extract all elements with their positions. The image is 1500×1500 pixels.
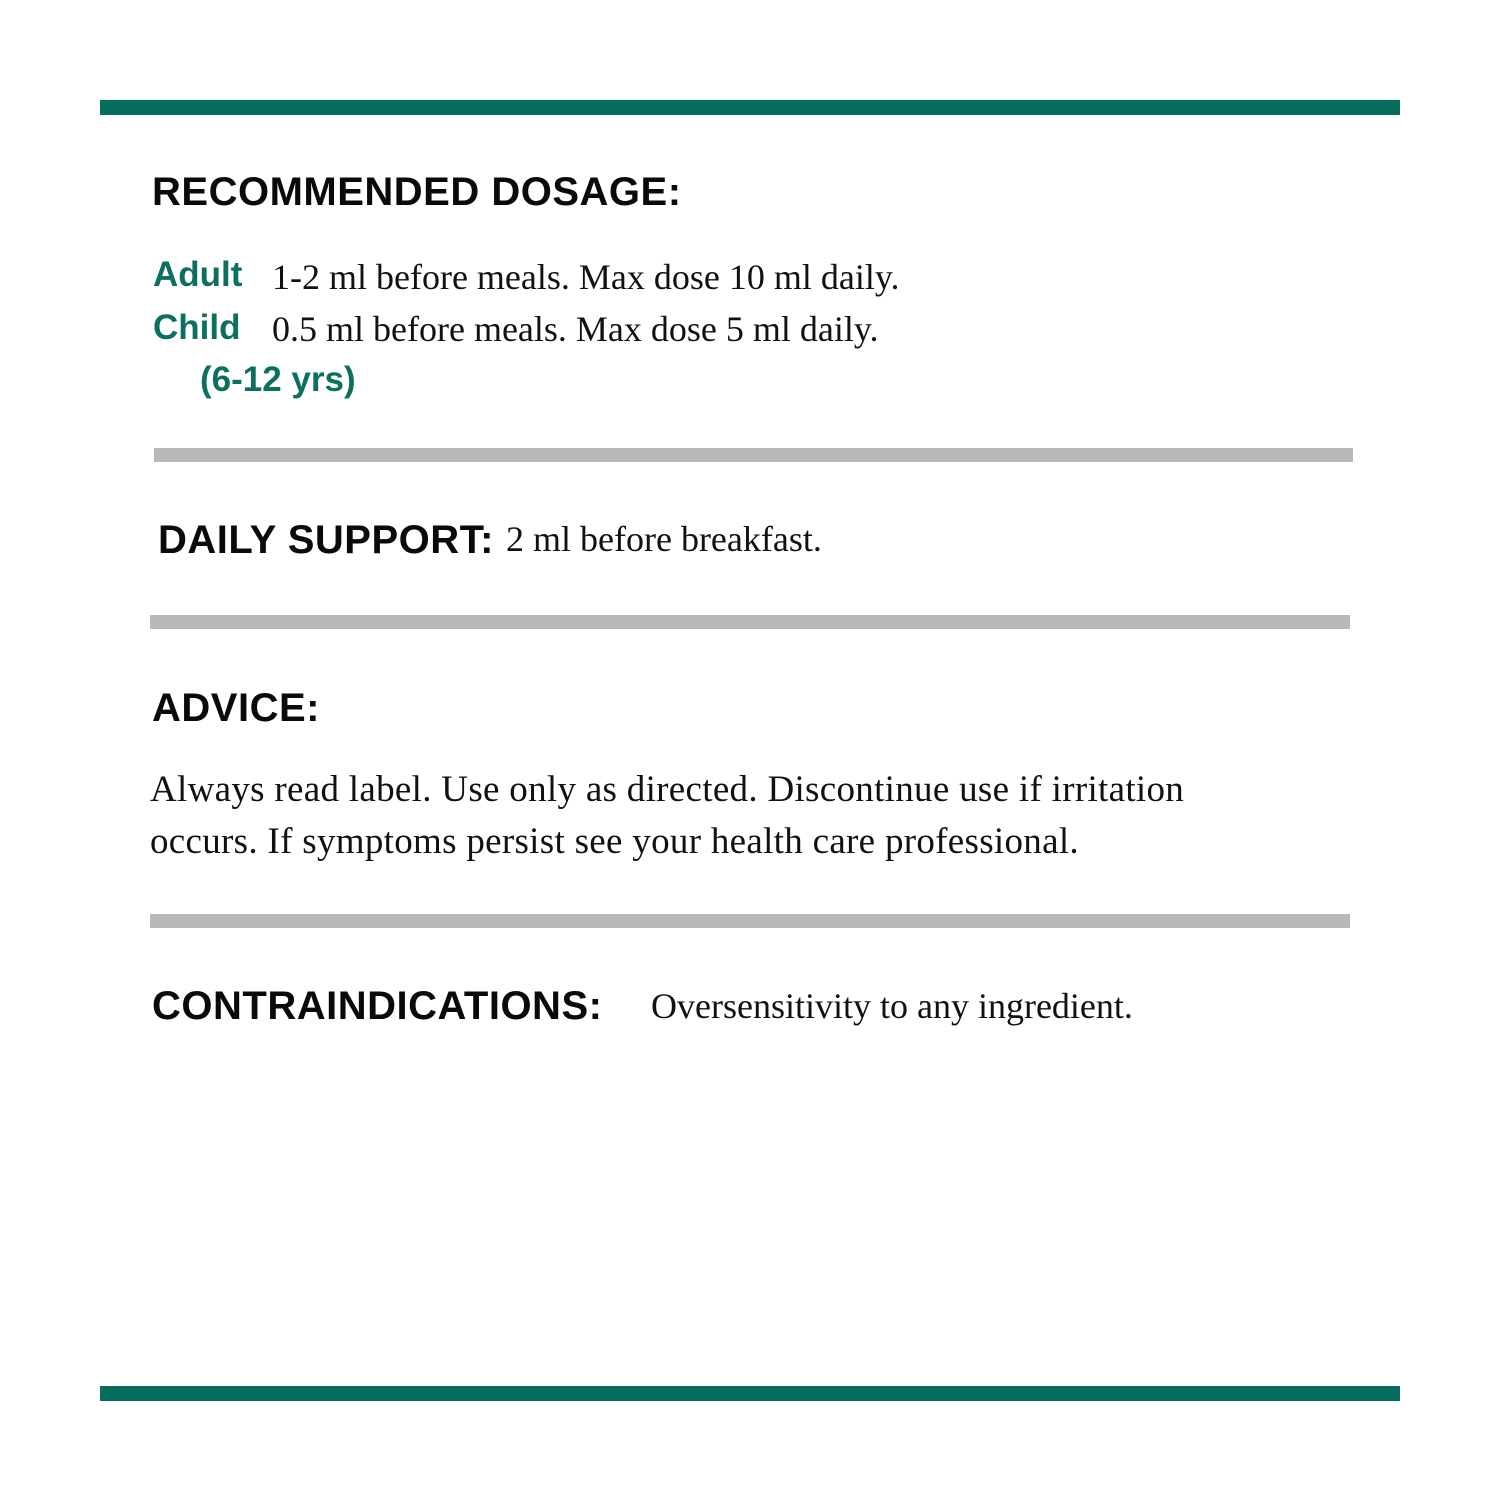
adult-label: Adult — [153, 255, 243, 294]
divider — [150, 615, 1350, 629]
divider — [154, 448, 1353, 462]
contraindications-text: Oversensitivity to any ingredient. — [651, 986, 1133, 1026]
daily-support-heading: DAILY SUPPORT: — [158, 518, 494, 562]
divider — [150, 914, 1350, 928]
contraindications-heading: CONTRAINDICATIONS: — [152, 984, 603, 1028]
top-accent-bar — [100, 100, 1400, 115]
adult-dosage-text: 1-2 ml before meals. Max dose 10 ml daily. — [272, 257, 900, 297]
daily-support-text: 2 ml before breakfast. — [506, 519, 822, 559]
bottom-accent-bar — [100, 1386, 1400, 1401]
advice-line-2: occurs. If symptoms persist see your health care professional. — [150, 821, 1079, 862]
child-label: Child — [153, 308, 241, 347]
advice-line-1: Always read label. Use only as directed. Discontinue use if irritation — [150, 769, 1185, 810]
child-dosage-text: 0.5 ml before meals. Max dose 5 ml daily. — [272, 309, 879, 349]
dosage-heading: RECOMMENDED DOSAGE: — [152, 170, 682, 214]
advice-heading: ADVICE: — [152, 686, 320, 730]
child-age-range: (6-12 yrs) — [200, 360, 356, 399]
